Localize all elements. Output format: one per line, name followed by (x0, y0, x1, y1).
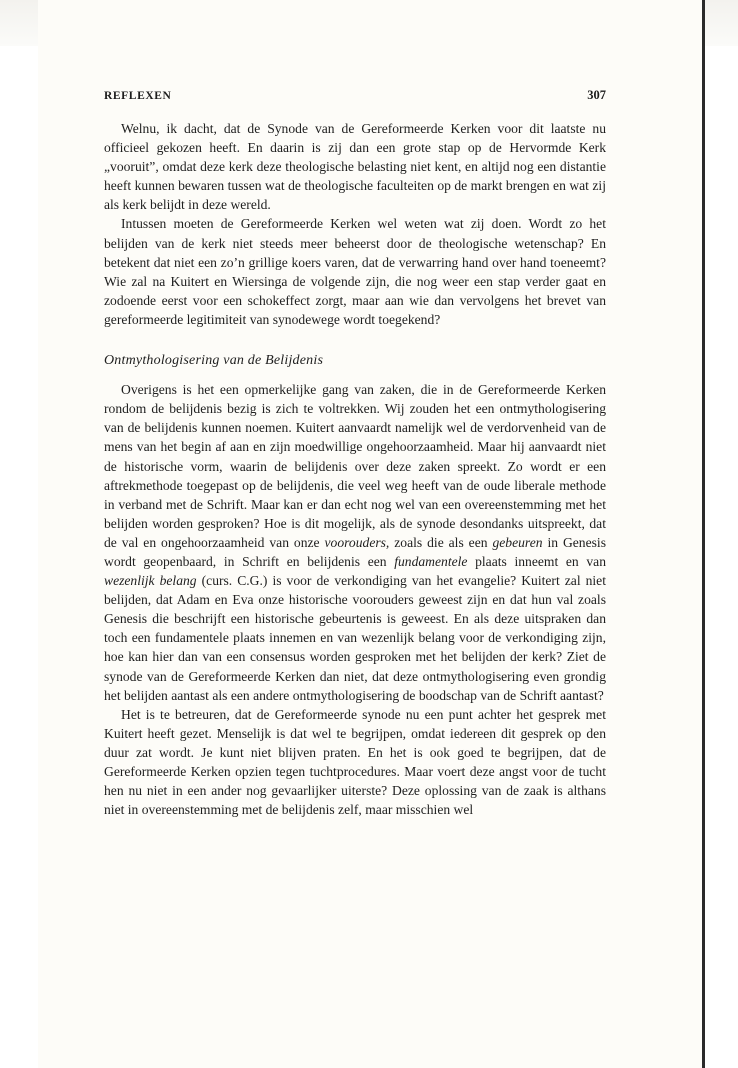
emphasis-voorouders: voorouders, (324, 534, 390, 550)
paragraph-3-text-c: in Genesis wordt geopenbaard, in Schrift en belijdenis een (104, 534, 606, 569)
page-edge-shadow (702, 0, 705, 1068)
emphasis-fundamentele: fundamentele (394, 553, 468, 569)
page-number: 307 (587, 88, 606, 102)
paragraph-3-text-e: (curs. C.G.) is voor de verkondiging van het evangelie? Kuitert zal niet belijden, dat Adam en Eva onze historische voorouders geweest zijn en dat hun val zoals Genesis die beschrijft een historische gebeurtenis is geweest. En als deze uitspraken dan toch een fundamentele plaats innemen en van wezenlijk belang voor de verkondiging zijn, hoe kan hier dan van een consensus worden gesproken met het belijden der kerk? Ziet de synode van de Gereformeerde Kerken dan niet, dat deze ontmythologisering even grondig het belijden aantast als een andere ontmythologisering de boodschap van de Schrift aantast? (104, 573, 606, 703)
paragraph-1: Welnu, ik dacht, dat de Synode van de Gereformeerde Kerken voor dit laatste nu officieel gekozen heeft. En daarin is zij dan een grote stap op de Hervormde Kerk „vooruit”, omdat deze kerk deze theologische belasting niet kent, en altijd nog een distantie heeft kunnen bewaren tussen wat de theologische faculteiten op de markt brengen en wat zij als kerk belijdt in deze wereld. (104, 121, 606, 213)
paragraph-3 (104, 380, 606, 705)
paragraph-3-text-b: zoals die als een (389, 534, 493, 550)
paragraph-3-text-a: Overigens is het een opmerkelijke gang van zaken, die in de Gereformeerde Kerken rondom de belijdenis bezig is zich te voltrekken. Wij zouden het een ontmythologisering van de belijdenis kunnen noemen. Kuitert aanvaardt namelijk wel de verdorvenheid van de mens van het begin af aan en zijn moedwillige ongehoorzaamheid. Maar hij aanvaardt niet de historische vorm, waarin de belijdenis over deze zaken spreekt. Zo wordt er een aftrekmethode toegepast op de belijdenis, die veel weg heeft van de oude liberale methode in verband met de Schrift. Maar kan er dan echt nog wel van een overeenstemming met het belijden worden gesproken? Hoe is dit mogelijk, als de synode desondanks uitspreekt, dat de val en ongehoorzaamheid van onze (104, 382, 606, 550)
page-header (104, 88, 606, 103)
paragraph-4: Het is te betreuren, dat de Gereformeerde synode nu een punt achter het gesprek met Kuitert heeft gezet. Menselijk is dat wel te begrijpen, omdat iedereen dit gesprek op den duur zat wordt. Je kunt niet blijven praten. En het is ook goed te begrijpen, dat de Gereformeerde Kerken opzien tegen tuchtprocedures. Maar voert deze angst voor de tucht hen nu niet in een ander nog gevaarlijker uiterste? Deze oplossing van de zaak is althans niet in overeenstemming met de belijdenis zelf, maar misschien wel (104, 706, 606, 818)
emphasis-wezenlijk-belang: wezenlijk belang (104, 573, 197, 589)
emphasis-gebeuren: gebeuren (492, 534, 543, 550)
section-heading: Ontmythologisering van de Belijdenis (104, 353, 324, 369)
paragraph-3-text-d: plaats inneemt en van (467, 553, 606, 569)
page-body (104, 119, 606, 819)
running-head: REFLEXEN (104, 90, 172, 102)
paragraph-2: Intussen moeten de Gereformeerde Kerken wel weten wat zij doen. Wordt zo het belijden van de kerk niet steeds meer beheerst door de theologische wetenschap? En betekent dat niet een zo’n grillige koers varen, dat de verwarring hand over hand toeneemt? Wie zal na Kuitert en Wiersinga de volgende zijn, die nog weer een stap verder gaat en zodoende eerst voor een schokeffect zorgt, maar aan wie dan vervolgens het brevet van gereformeerde legitimiteit van synodewege wordt toegekend? (104, 216, 606, 327)
